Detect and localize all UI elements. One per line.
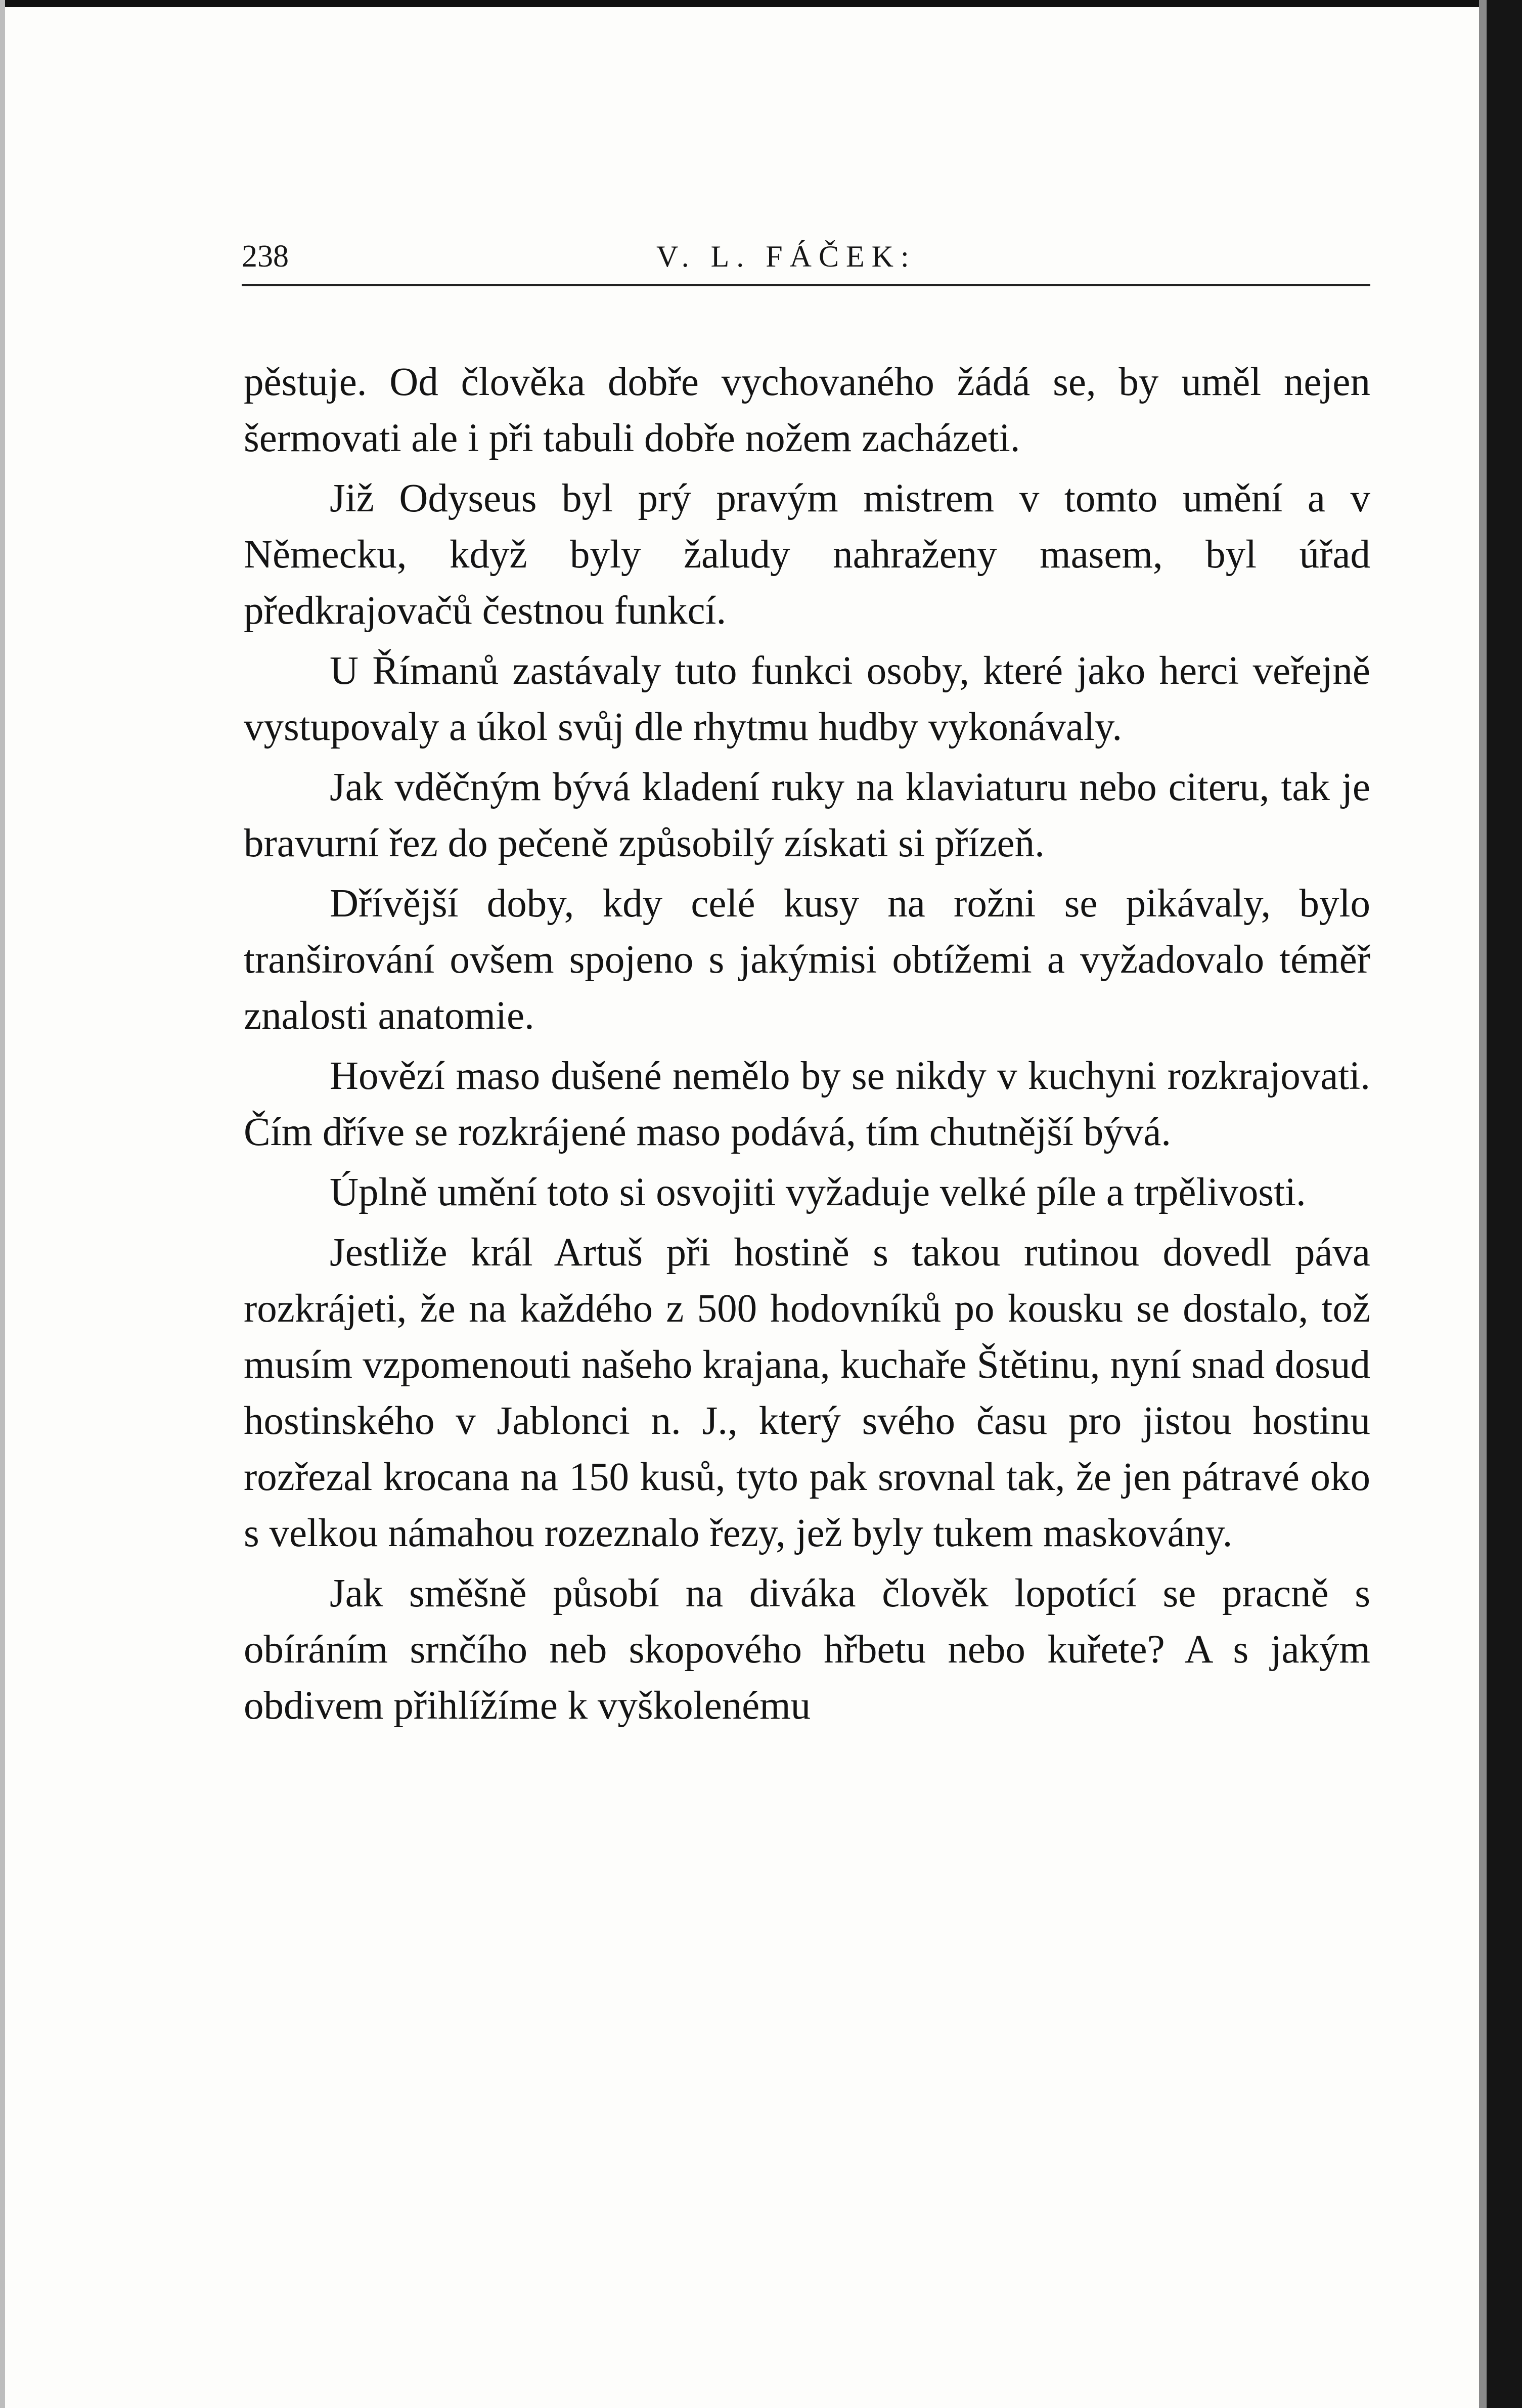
scan-edge-right xyxy=(1487,0,1522,2408)
paragraph: Jak směšně působí na diváka člověk lopotící se pracně s obíráním srnčího neb skopového hřbetu nebo kuřete? A s jakým obdivem přihlížíme k vyškolenému xyxy=(244,1571,1370,1728)
scan-edge-top xyxy=(0,0,1522,7)
running-head: V. L. FÁČEK: xyxy=(656,240,916,273)
header-rule xyxy=(242,284,1370,286)
paragraph: pěstuje. Od člověka dobře vychovaného žádá se, by uměl nejen šermovati ale i při tabuli dobře nožem zacházeti. xyxy=(244,360,1370,460)
paragraph: Úplně umění toto si osvojiti vyžaduje velké píle a trpělivosti. xyxy=(330,1170,1306,1214)
scan-edge-right-shadow xyxy=(1479,0,1487,2408)
paragraph: Dřívější doby, kdy celé kusy na rožni se pikávaly, bylo tranširování ovšem spojeno s jakýmisi obtížemi a vyžadovalo téměř znalosti anatomie. xyxy=(244,882,1370,1038)
page-header xyxy=(242,234,1369,279)
page-number: 238 xyxy=(242,239,289,274)
paragraph: Jestliže král Artuš při hostině s takou rutinou dovedl páva rozkrájeti, že na každého z 500 hodovníků po kousku se dostalo, tož musím vzpomenouti našeho krajana, kuchaře Štětinu, nyní snad dosud hostinského v Jablonci n. J., který svého času pro jistou hostinu rozřezal krocana na 150 kusů, tyto pak srovnal tak, že jen pátravé oko s velkou námahou rozeznalo řezy, jež byly tukem maskovány. xyxy=(244,1231,1370,1555)
paragraph: Jak vděčným bývá kladení ruky na klaviaturu nebo citeru, tak je bravurní řez do pečeně způsobilý získati si přízeň. xyxy=(244,765,1370,865)
paragraph: Již Odyseus byl prý pravým mistrem v tomto umění a v Německu, když byly žaludy nahraženy masem, byl úřad předkrajovačů čestnou funkcí. xyxy=(244,476,1370,633)
paragraph: U Římanů zastávaly tuto funkci osoby, které jako herci veřejně vystupovaly a úkol svůj dle rhytmu hudby vykonávaly. xyxy=(244,649,1370,749)
paragraph: Hovězí maso dušené nemělo by se nikdy v kuchyni rozkrajovati. Čím dříve se rozkrájené maso podává, tím chutnější bývá. xyxy=(244,1054,1370,1154)
body-text xyxy=(244,354,1370,1738)
scan-edge-left xyxy=(0,0,5,2408)
